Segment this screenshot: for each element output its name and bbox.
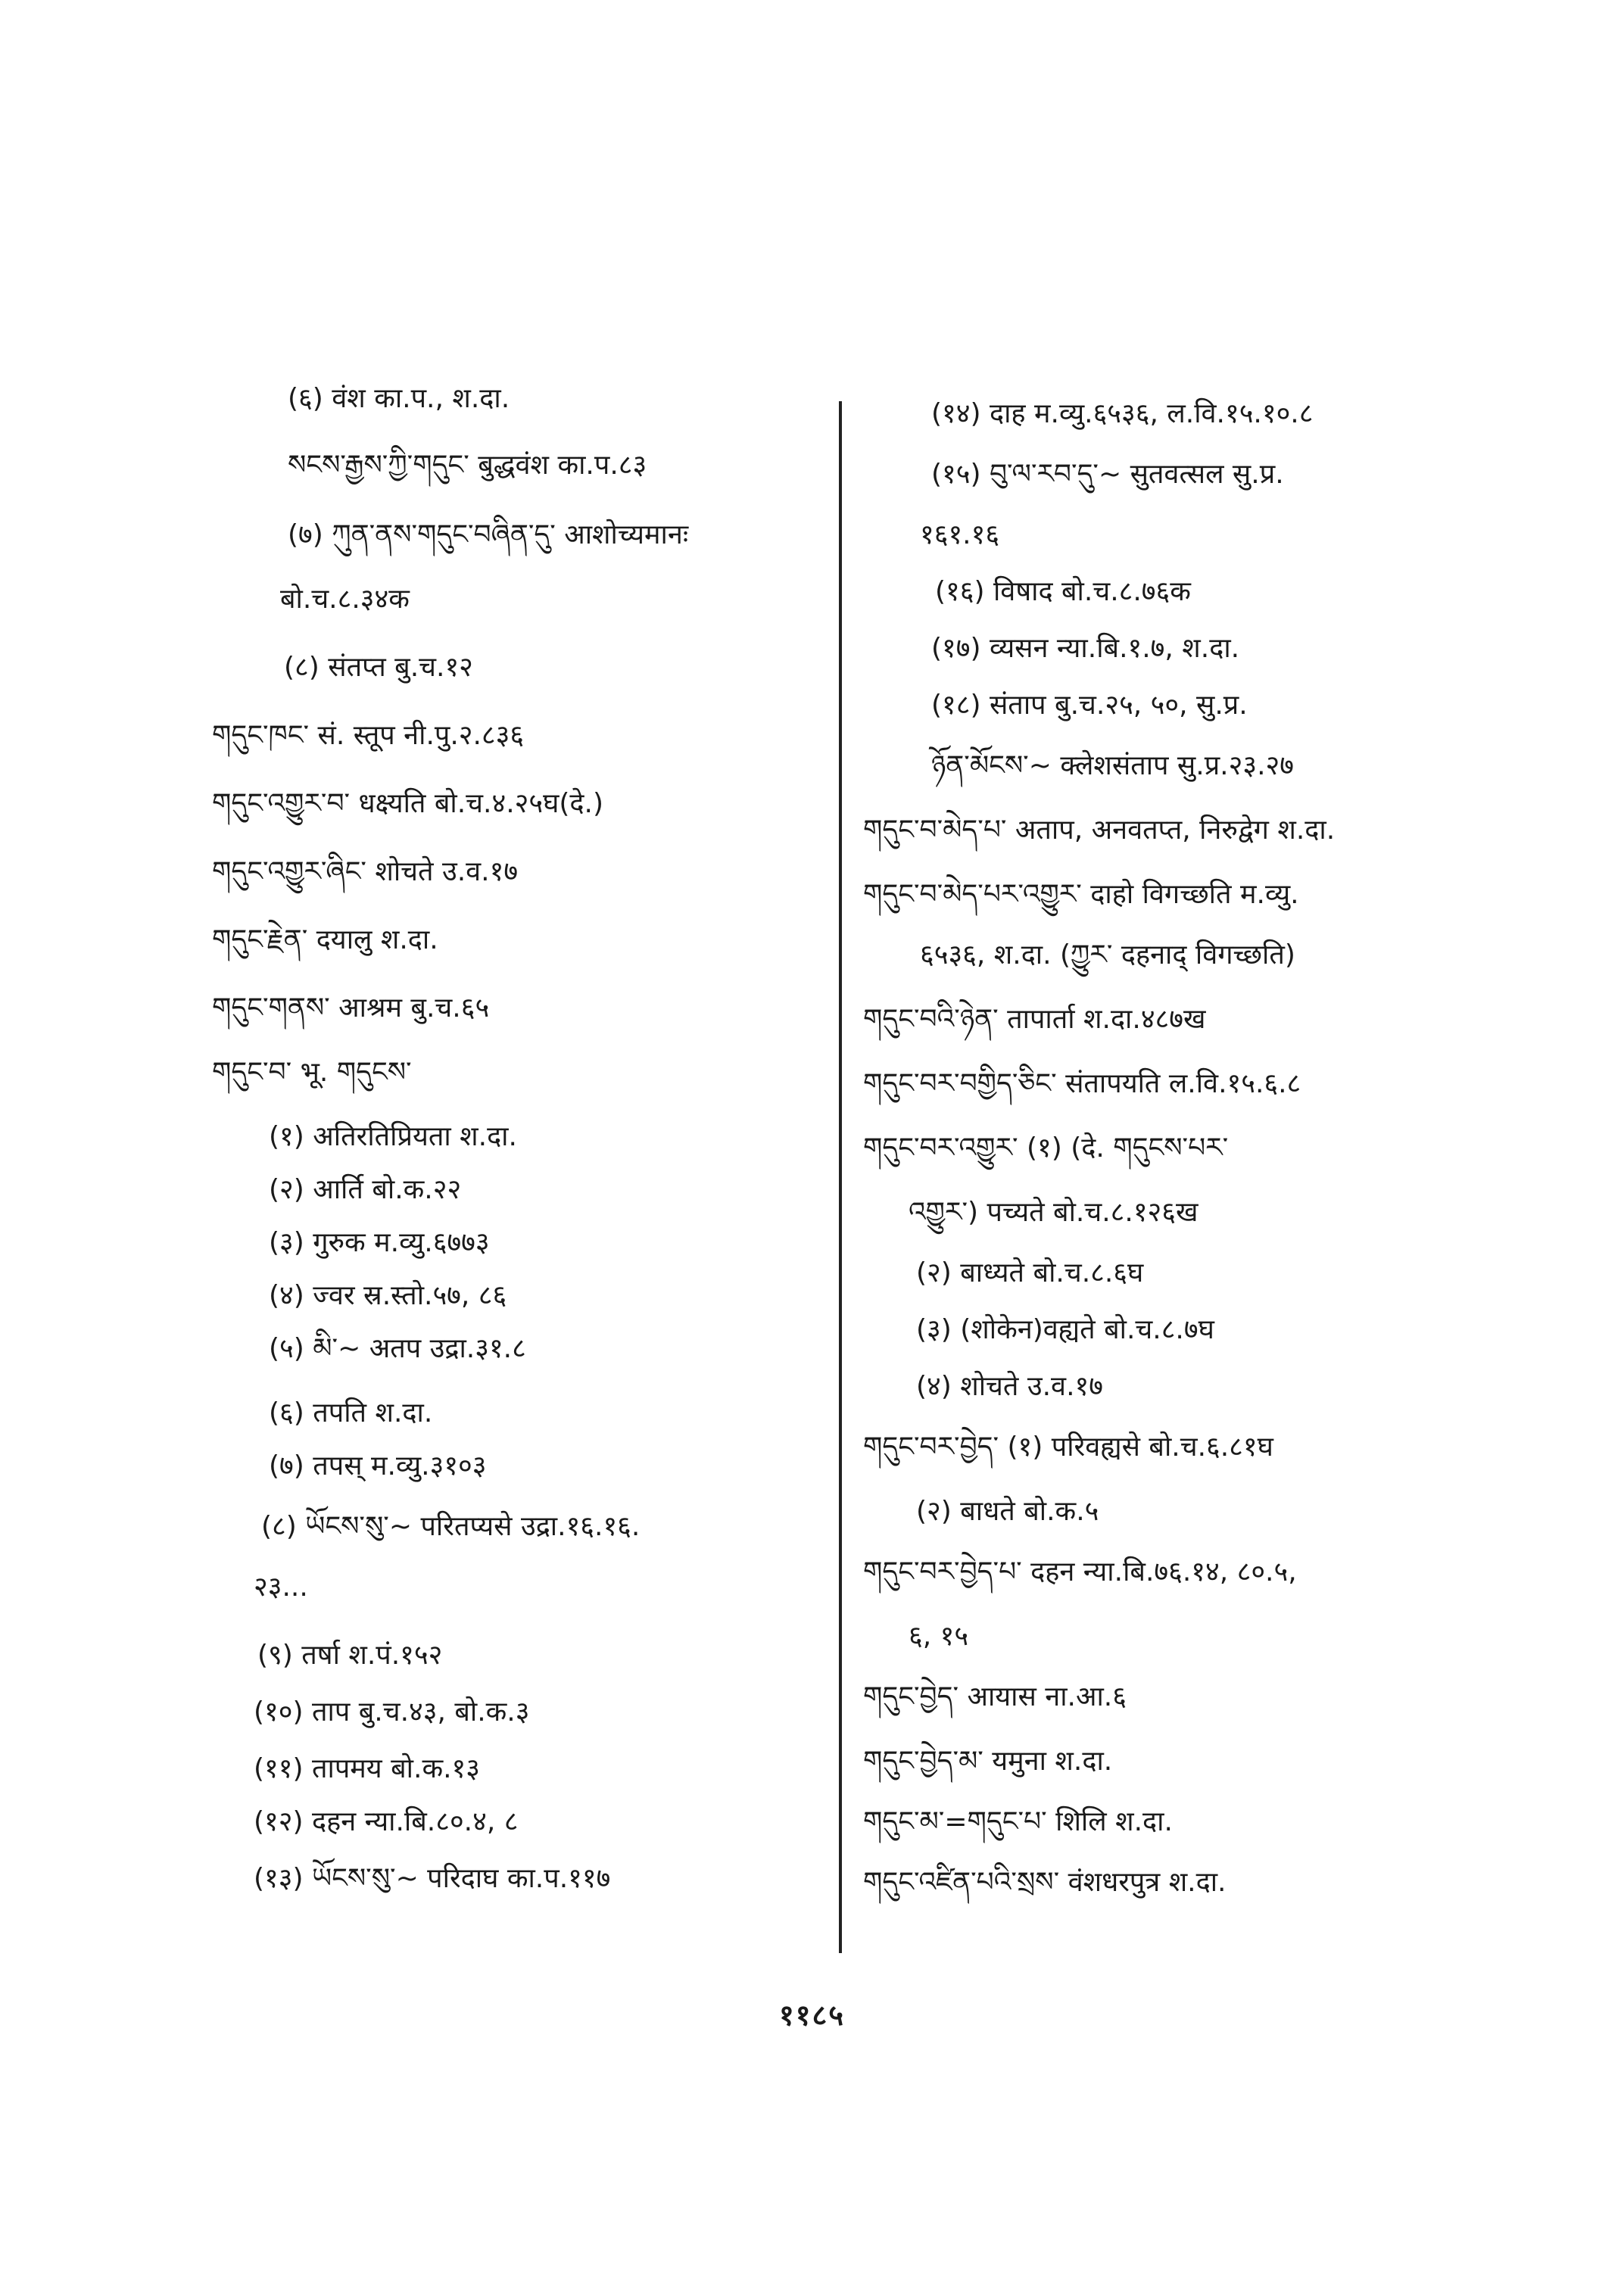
entry-line: (१५) བུ་ལ་རབ་དུ་~ सुतवत्सल सु.प्र. xyxy=(931,459,1284,490)
column-divider xyxy=(839,401,842,1953)
headword-line: གདུང་བར་བྱེད་ (१) परिवह्यसे बो.च.६.८१घ xyxy=(863,1432,1273,1463)
entry-line: १६१.१६ xyxy=(920,519,1000,550)
headword-line: གདུང་མ་=གདུང་པ་ शिलि श.दा. xyxy=(863,1806,1173,1837)
headword-line: གདུང་འགྱུར་བ་ धक्ष्यति बो.च.४.२५घ(दे.) xyxy=(212,788,604,819)
entry-line: (८) संतप्त बु.च.१२ xyxy=(284,652,473,683)
headword-line: གདུང་བ་མེད་པར་འགྱུར་ दाहो विगच्छति म.व्यु. xyxy=(863,879,1299,910)
entry-line: (१२) दहन न्या.बि.८०.४, ८ xyxy=(254,1806,519,1837)
headword-line: གདུང་ཁང་ सं. स्तूप नी.पु.२.८३६ xyxy=(212,720,525,751)
entry-line: (६) तपति श.दा. xyxy=(269,1397,433,1428)
entry-line: (२) बाधते बो.क.५ xyxy=(916,1496,1099,1527)
headword-line: གདུང་བར་བྱེད་པ་ दहन न्या.बि.७६.१४, ८०.५, xyxy=(863,1556,1297,1587)
headword-line: གདུང་བྱེད་ आयास ना.आ.६ xyxy=(863,1681,1127,1712)
entry-line: (१४) दाह म.व्यु.६५३६, ल.वि.१५.१०.८ xyxy=(931,398,1314,429)
entry-line: (५) མི་~ अतप उद्रा.३१.८ xyxy=(269,1333,526,1364)
headword-line: གདུང་རྗེན་ दयालु श.दा. xyxy=(212,924,438,955)
page-number: ११८५ xyxy=(778,1999,846,2032)
entry-line: འགྱུར་) पच्यते बो.च.८.१२६ख xyxy=(909,1197,1199,1228)
entry-line: སངས་རྒྱས་ཀྱི་གདུང་ बुद्धवंश का.प.८३ xyxy=(288,450,647,481)
entry-line: ६५३६, श.दा. (ཀྱུར་ दहनाद् विगच्छति) xyxy=(920,939,1295,970)
headword-line: གདུང་བར་བགྱིད་ཅིང་ संतापयति ल.वि.१५.६.८ xyxy=(863,1068,1301,1099)
headword-line: གདུང་བའི་ཉེན་ तापार्ता श.दा.४८७ख xyxy=(863,1004,1206,1035)
entry-line: (१३) ཡོངས་སུ་~ परिदाघ का.प.११७ xyxy=(254,1863,611,1894)
entry-line: ཉོན་མོངས་~ क्लेशसंताप सु.प्र.२३.२७ xyxy=(931,750,1294,781)
headword-line: གདུང་འཛིན་པའི་སྲས་ वंशधरपुत्र श.दा. xyxy=(863,1867,1227,1898)
headword-line: གདུང་འགྱུར་ཞིང་ शोचते उ.व.१७ xyxy=(212,856,519,887)
headword-line: གདུང་བྱེད་མ་ यमुना श.दा. xyxy=(863,1746,1113,1777)
entry-line: (१६) विषाद बो.च.८.७६क xyxy=(935,576,1191,607)
entry-line: (८) ཡོངས་སུ་~ परितप्यसे उद्रा.१६.१६. xyxy=(261,1511,641,1542)
entry-line: (३) (शोकेन)वह्यते बो.च.८.७घ xyxy=(916,1314,1214,1345)
entry-line: ६, १५ xyxy=(909,1621,969,1652)
entry-line: (१०) ताप बु.च.४३, बो.क.३ xyxy=(254,1696,530,1728)
entry-line: (२) आर्ति बो.क.२२ xyxy=(269,1174,462,1205)
entry-line: (९) तर्षा श.पं.१५२ xyxy=(257,1640,443,1671)
headword-line: གདུང་བ་མེད་པ་ अताप, अनवतप्त, निरुद्वेग श.दा. xyxy=(863,815,1336,846)
entry-line: (७) ཀུན་ནས་གདུང་བཞིན་དུ་ आशोच्यमानः xyxy=(288,519,689,550)
entry-line: (७) तपस् म.व्यु.३१०३ xyxy=(269,1450,487,1481)
entry-line: (४) ज्वर स्र.स्तो.५७, ८६ xyxy=(269,1280,507,1311)
headword-line: གདུང་བ་ भू. གདུངས་ xyxy=(212,1057,412,1088)
entry-line: (६) वंश का.प., श.दा. xyxy=(288,383,510,414)
entry-line: (३) गुरुक म.व्यु.६७७३ xyxy=(269,1227,490,1258)
entry-line: (१८) संताप बु.च.२५, ५०, सु.प्र. xyxy=(931,690,1248,721)
entry-line: (२) बाध्यते बो.च.८.६घ xyxy=(916,1257,1144,1288)
entry-line: (१७) व्यसन न्या.बि.१.७, श.दा. xyxy=(931,633,1240,664)
headword-line: གདུང་བར་འགྱུར་ (१) (दे. གདུངས་པར་ xyxy=(863,1132,1229,1164)
entry-line: (११) तापमय बो.क.१३ xyxy=(254,1753,480,1784)
entry-line: (१) अतिरतिप्रियता श.दा. xyxy=(269,1121,517,1152)
headword-line: གདུང་གནས་ आश्रम बु.च.६५ xyxy=(212,992,490,1023)
entry-line: २३... xyxy=(254,1572,308,1603)
entry-line: बो.च.८.३४क xyxy=(280,584,410,615)
entry-line: (४) शोचते उ.व.१७ xyxy=(916,1371,1103,1402)
